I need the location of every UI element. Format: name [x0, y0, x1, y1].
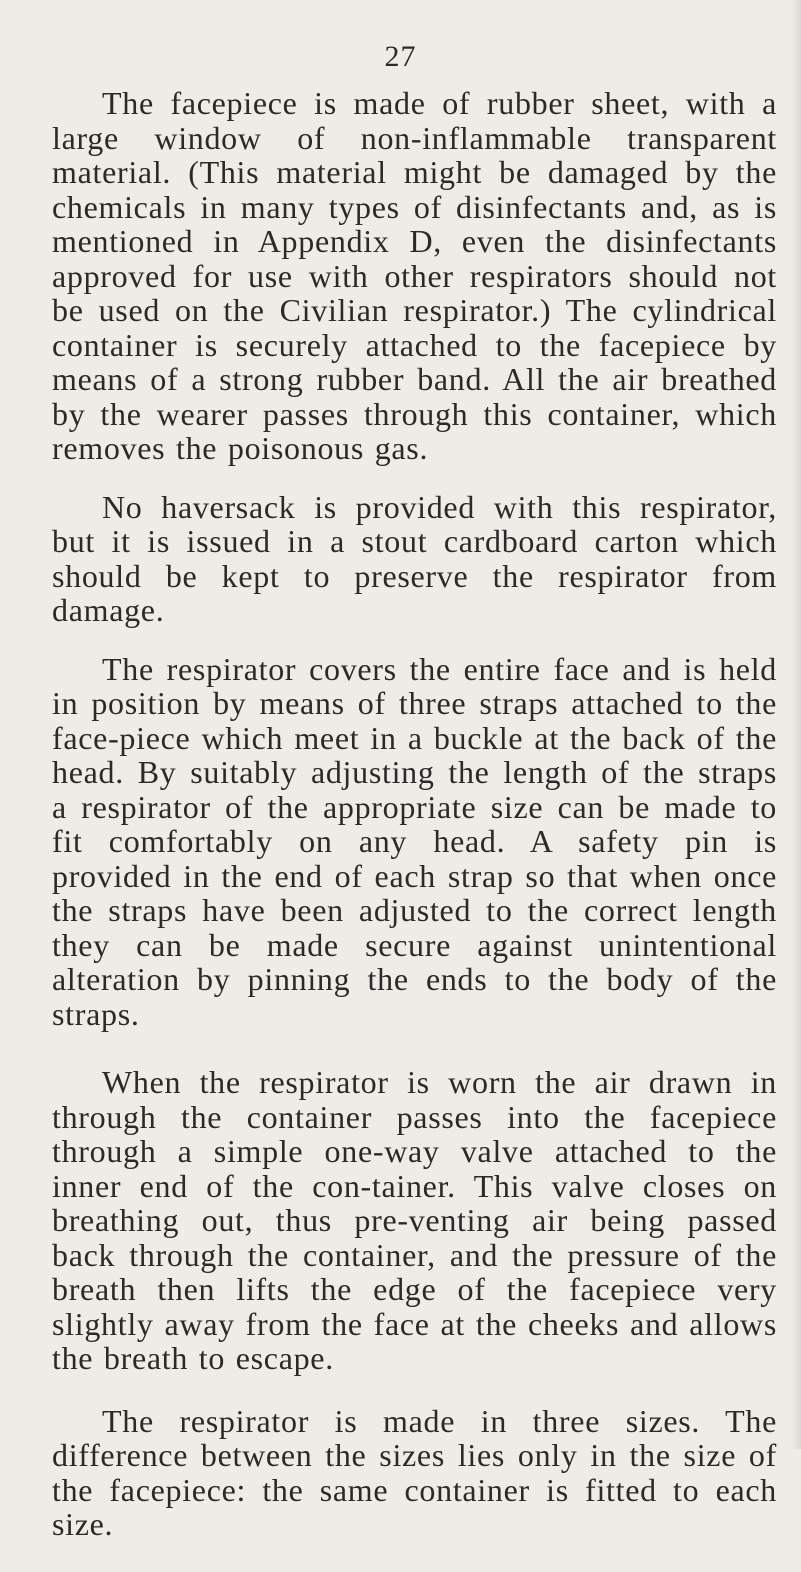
paragraph-straps: The respirator covers the entire face and is held in position by means of three straps attached to the face-piece which meet in a buckle at the back of the head. By suitably adjusting the length of the straps a respirator of the appropriate size can be made to fit comfortably on any head. A safety pin is provided in the end of each strap so that when once the straps have been adjusted to the correct length they can be made secure against unintentional alteration by pinning the ends to the body of the straps. — [52, 650, 777, 1032]
body-text — [52, 86, 777, 1572]
paragraph-sizes: The respirator is made in three sizes. The difference between the sizes lies only in the size of the facepiece: the same container is fitted to each size. — [52, 1402, 777, 1542]
paragraph-valve: When the respirator is worn the air drawn in through the container passes into the facepiece through a simple one-way valve attached to the inner end of the con-tainer. This valve closes on breathing out, thus pre-venting air being passed back through the container, and the pressure of the breath then lifts the edge of the facepiece very slightly away from the face at the cheeks and allows the breath to escape. — [52, 1064, 777, 1376]
page-number: 27 — [384, 40, 417, 73]
paragraph-facepiece: The facepiece is made of rubber sheet, with a large window of non-inflammable transparent material. (This material might be damaged by the chemicals in many types of disinfectants and, as is mentioned in Appendix D, even the disinfectants approved for use with other respirators should not be used on the Civilian respirator.) The cylindrical container is securely attached to the facepiece by means of a strong rubber band. All the air breathed by the wearer passes through this container, which removes the poisonous gas. — [52, 85, 777, 466]
paragraph-haversack: No haversack is provided with this respirator, but it is issued in a stout cardboard carton which should be kept to preserve the respirator from damage. — [52, 488, 777, 628]
page-edge-shadow — [791, 0, 801, 1449]
